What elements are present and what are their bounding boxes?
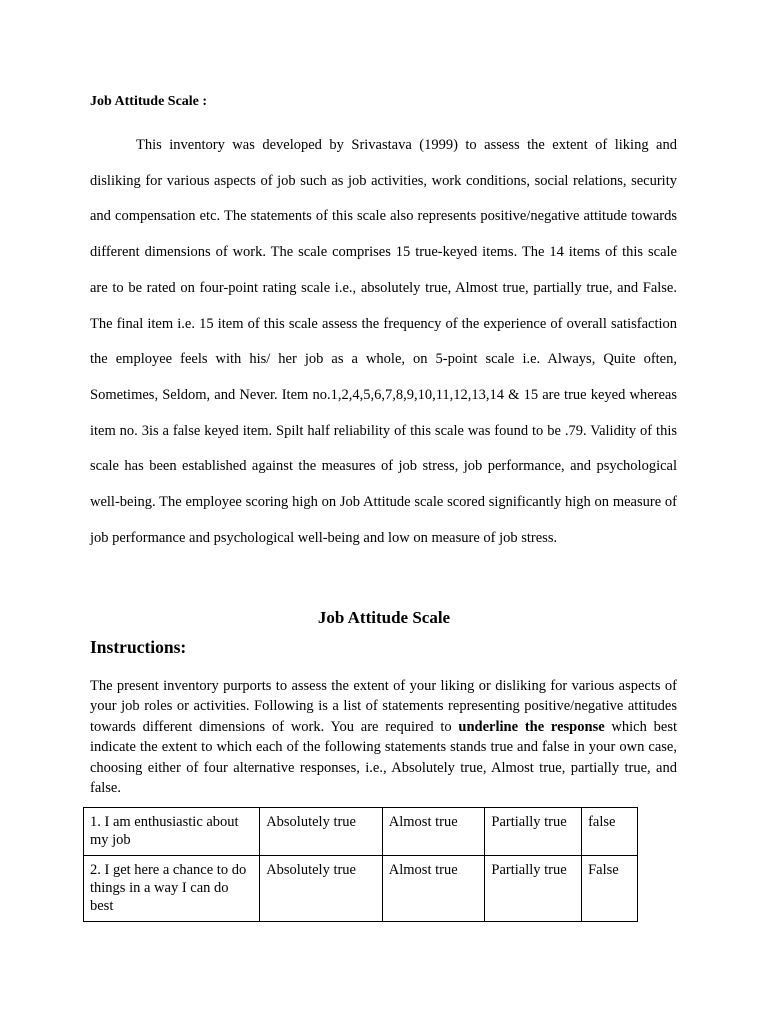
instructions-paragraph: [90, 676, 677, 798]
intro-paragraph: This inventory was developed by Srivastava (1999) to assess the extent of liking and disliking for various aspects of job such as job activities, work conditions, social relations, security and compensation etc. The statements of this scale also represents positive/negative attitude towards different dimensions of work. The scale comprises 15 true-keyed items. The 14 items of this scale are to be rated on four-point rating scale i.e., absolutely true, Almost true, partially true, and False. The final item i.e. 15 item of this scale assess the frequency of the experience of overall satisfaction the employee feels with his/ her job as a whole, on 5-point scale i.e. Always, Quite often, Sometimes, Seldom, and Never. Item no.1,2,4,5,6,7,8,9,10,11,12,13,14 & 15 are true keyed whereas item no. 3is a false keyed item. Spilt half reliability of this scale was found to be .79. Validity of this scale has been established against the measures of job stress, job performance, and psychological well-being. The employee scoring high on Job Attitude scale scored significantly high on measure of job performance and psychological well-being and low on measure of job stress.: [90, 137, 677, 546]
table-row: [84, 808, 638, 856]
response-option[interactable]: Absolutely true: [260, 808, 383, 856]
table-row: [84, 856, 638, 922]
response-table: [83, 807, 638, 922]
instructions-bold-text: underline the response: [458, 718, 605, 735]
response-option[interactable]: Absolutely true: [260, 856, 383, 922]
section-heading: Job Attitude Scale :: [90, 94, 208, 109]
response-option[interactable]: Almost true: [382, 856, 485, 922]
response-option[interactable]: false: [582, 808, 638, 856]
response-option[interactable]: False: [582, 856, 638, 922]
response-option[interactable]: Almost true: [382, 808, 485, 856]
response-option[interactable]: Partially true: [485, 856, 582, 922]
instructions-text-end: which best indicate the extent to which each of the following statements stands true and false in your own case, choosing either of four alternative responses, i.e., Absolutely true, Almost true, partially true, and false.: [90, 718, 678, 797]
response-option[interactable]: Partially true: [485, 808, 582, 856]
item-statement: 2. I get here a chance to do things in a way I can do best: [84, 856, 260, 922]
scale-title: Job Attitude Scale: [317, 608, 451, 627]
instructions-title: Instructions:: [90, 637, 187, 657]
item-statement: 1. I am enthusiastic about my job: [84, 808, 260, 856]
instructions-text-start: The present inventory purports to assess the extent of your liking or disliking for various aspects of your job roles or activities. Following is a list of statements representing positive/negative attitudes towards different dimensions of work. You are required to: [90, 678, 677, 735]
